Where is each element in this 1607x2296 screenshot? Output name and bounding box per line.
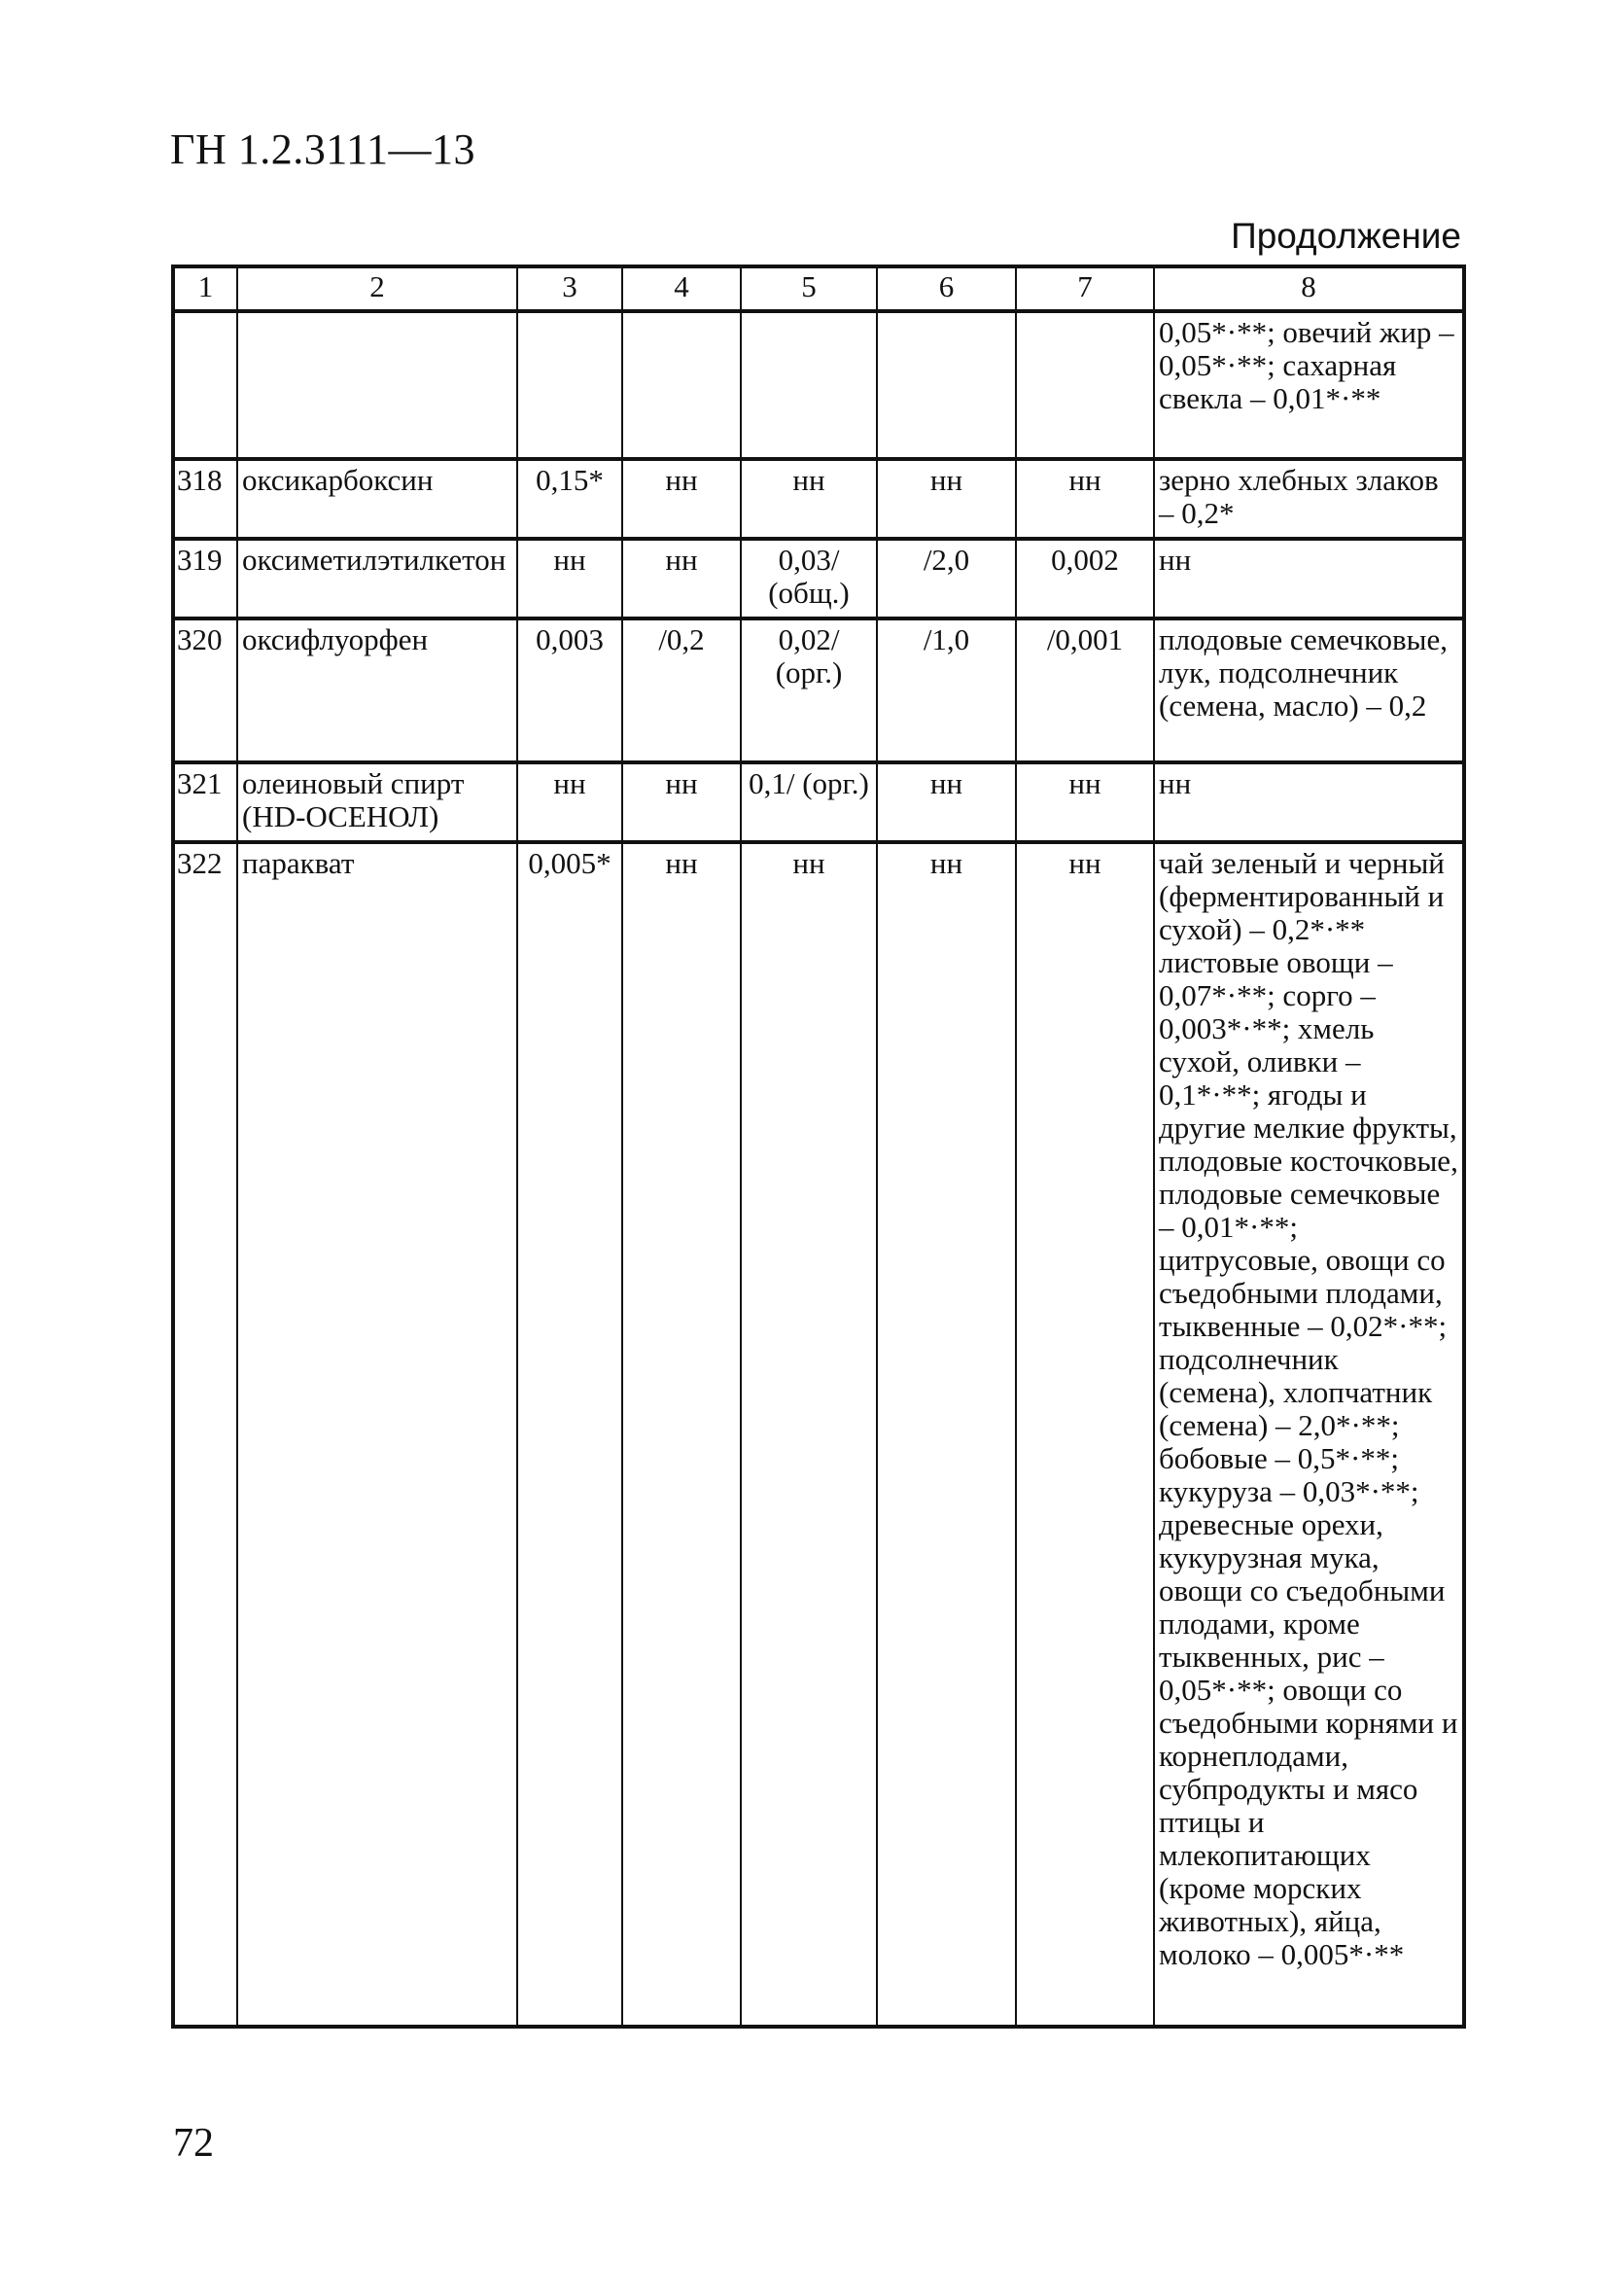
table-row	[173, 762, 1464, 842]
cell-col7: /0,001	[1016, 618, 1154, 762]
cell-col8: чай зеленый и черный (ферментированный и сухой) – 0,2*·** листовые овощи – 0,07*·**; сорго – 0,003*·**; хмель сухой, оливки – 0,1*·**; ягоды и другие мелкие фрукты, плодовые косточковые, плодовые семечковые – 0,01*·**; цитрусовые, овощи со съедобными плодами, тыквенные – 0,02*·**; подсолнечник (семена), хлопчатник (семена) – 2,0*·**; бобовые – 0,5*·**; кукуруза – 0,03*·**; древесные орехи, кукурузная мука, овощи со съедобными плодами, кроме тыквенных, рис – 0,05*·**; овощи со съедобными корнями и корнеплодами, субпродукты и мясо птицы и млекопитающих (кроме морских животных), яйца, молоко – 0,005*·**	[1154, 842, 1464, 2027]
cell-col3: 0,15*	[517, 459, 622, 539]
column-header: 7	[1016, 266, 1154, 311]
cell-col5: 0,03/ (общ.)	[741, 539, 877, 618]
row-number: 320	[173, 618, 237, 762]
row-number	[173, 311, 237, 459]
cell-col4: /0,2	[622, 618, 741, 762]
table-header-row	[173, 266, 1464, 311]
substance-name	[237, 311, 517, 459]
column-header: 6	[877, 266, 1016, 311]
cell-col3: нн	[517, 762, 622, 842]
cell-col6: нн	[877, 762, 1016, 842]
cell-col6: нн	[877, 459, 1016, 539]
column-header: 8	[1154, 266, 1464, 311]
cell-col8: нн	[1154, 762, 1464, 842]
page-number: 72	[173, 2121, 214, 2166]
column-header: 2	[237, 266, 517, 311]
column-header: 1	[173, 266, 237, 311]
cell-col4: нн	[622, 762, 741, 842]
substance-name: паракват	[237, 842, 517, 2027]
column-header: 3	[517, 266, 622, 311]
column-header: 4	[622, 266, 741, 311]
cell-col5: нн	[741, 459, 877, 539]
cell-col8: зерно хлебных злаков – 0,2*	[1154, 459, 1464, 539]
cell-col6: /2,0	[877, 539, 1016, 618]
cell-col7: нн	[1016, 459, 1154, 539]
cell-col3: 0,003	[517, 618, 622, 762]
cell-col3: 0,005*	[517, 842, 622, 2027]
continuation-label: Продолжение	[1231, 216, 1461, 256]
cell-col4: нн	[622, 842, 741, 2027]
row-number: 319	[173, 539, 237, 618]
cell-col7: 0,002	[1016, 539, 1154, 618]
cell-col4: нн	[622, 539, 741, 618]
row-number: 322	[173, 842, 237, 2027]
cell-col8: плодовые семечковые, лук, подсолнечник (семена, масло) – 0,2	[1154, 618, 1464, 762]
table-row	[173, 311, 1464, 459]
cell-col7: нн	[1016, 762, 1154, 842]
cell-col5	[741, 311, 877, 459]
cell-col5: 0,02/ (орг.)	[741, 618, 877, 762]
substance-name: оксифлуорфен	[237, 618, 517, 762]
substance-name: оксикарбоксин	[237, 459, 517, 539]
cell-col7	[1016, 311, 1154, 459]
cell-col8: нн	[1154, 539, 1464, 618]
row-number: 318	[173, 459, 237, 539]
cell-col4	[622, 311, 741, 459]
substance-name: оксиметилэтилкетон	[237, 539, 517, 618]
table-row	[173, 539, 1464, 618]
cell-col3	[517, 311, 622, 459]
table-row	[173, 842, 1464, 2027]
cell-col5: нн	[741, 842, 877, 2027]
substance-name: олеиновый спирт (HD-ОСЕНОЛ)	[237, 762, 517, 842]
document-code: ГН 1.2.3111—13	[170, 125, 475, 173]
cell-col7: нн	[1016, 842, 1154, 2027]
cell-col6: /1,0	[877, 618, 1016, 762]
hygiene-standards-table	[171, 265, 1466, 2029]
column-header: 5	[741, 266, 877, 311]
cell-col8: 0,05*·**; овечий жир – 0,05*·**; сахарная свекла – 0,01*·**	[1154, 311, 1464, 459]
table-row	[173, 459, 1464, 539]
cell-col3: нн	[517, 539, 622, 618]
cell-col6: нн	[877, 842, 1016, 2027]
cell-col6	[877, 311, 1016, 459]
table-row	[173, 618, 1464, 762]
cell-col5: 0,1/ (орг.)	[741, 762, 877, 842]
cell-col4: нн	[622, 459, 741, 539]
row-number: 321	[173, 762, 237, 842]
